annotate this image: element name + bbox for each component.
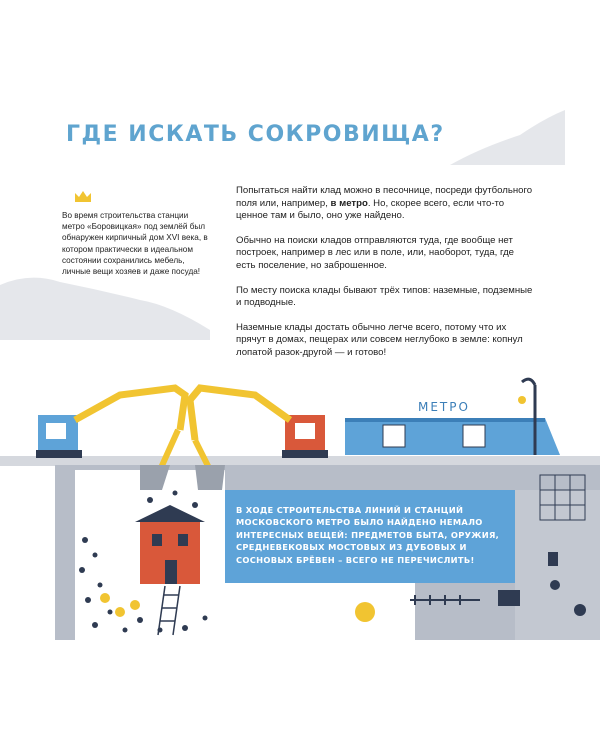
metro-emphasis: в метро <box>330 197 368 209</box>
sky-texture-left <box>0 278 210 340</box>
coin-sword <box>355 602 375 622</box>
paragraph-4: Наземные клады достать обычно легче всего, потому что их прячут в домах, пещерах или совсем неглубоко в земле: копнул лопатой разок-другой — и готово! <box>236 321 523 358</box>
paragraph-3: По месту поиска клады бывают трёх типов: наземные, подземные и подводные. <box>236 284 533 309</box>
metro-sign: МЕТРО <box>418 400 470 414</box>
metro-station <box>345 418 560 455</box>
treasure-chest <box>498 590 520 606</box>
crown-icon <box>74 190 92 204</box>
page-title: ГДЕ ИСКАТЬ СОКРОВИЩА? <box>66 122 445 147</box>
paragraph-2: Обычно на поиски кладов отправляются туда, где вообще нет построек, например в лес или в поле, или, наоборот, туда, где есть поселение, но заброшенное. <box>236 234 515 271</box>
main-text <box>236 185 536 372</box>
side-note: Во время строительства станции метро «Боровицкая» под землёй был обнаружен кирпичный дом XVI века, в котором практически в идеальном состоянии сохранились мебель, личные вещи хозяев и даже посуда! <box>62 211 208 277</box>
sky-texture-top <box>450 110 565 165</box>
paragraph-1: Попытаться найти клад можно в песочнице, посреди футбольного поля или, например, в метро. Но, скорее всего, если что-то ценное там и было, оно уже найдено. <box>236 185 533 222</box>
callout-text: В ХОДЕ СТРОИТЕЛЬСТВА ЛИНИЙ И СТАНЦИЙ МОСКОВСКОГО МЕТРО БЫЛО НАЙДЕНО НЕМАЛО ИНТЕРЕСНЫХ ВЕЩЕЙ: ПРЕДМЕТОВ БЫТА, ОРУЖИЯ, СРЕДНЕВЕКОВЫХ МОСТОВЫХ ИЗ ДУБОВЫХ И СОСНОВЫХ БРЁВЕН – ВСЕГО НЕ ПЕРЕЧИСЛИТЬ! <box>236 505 500 565</box>
skeleton <box>250 592 345 622</box>
